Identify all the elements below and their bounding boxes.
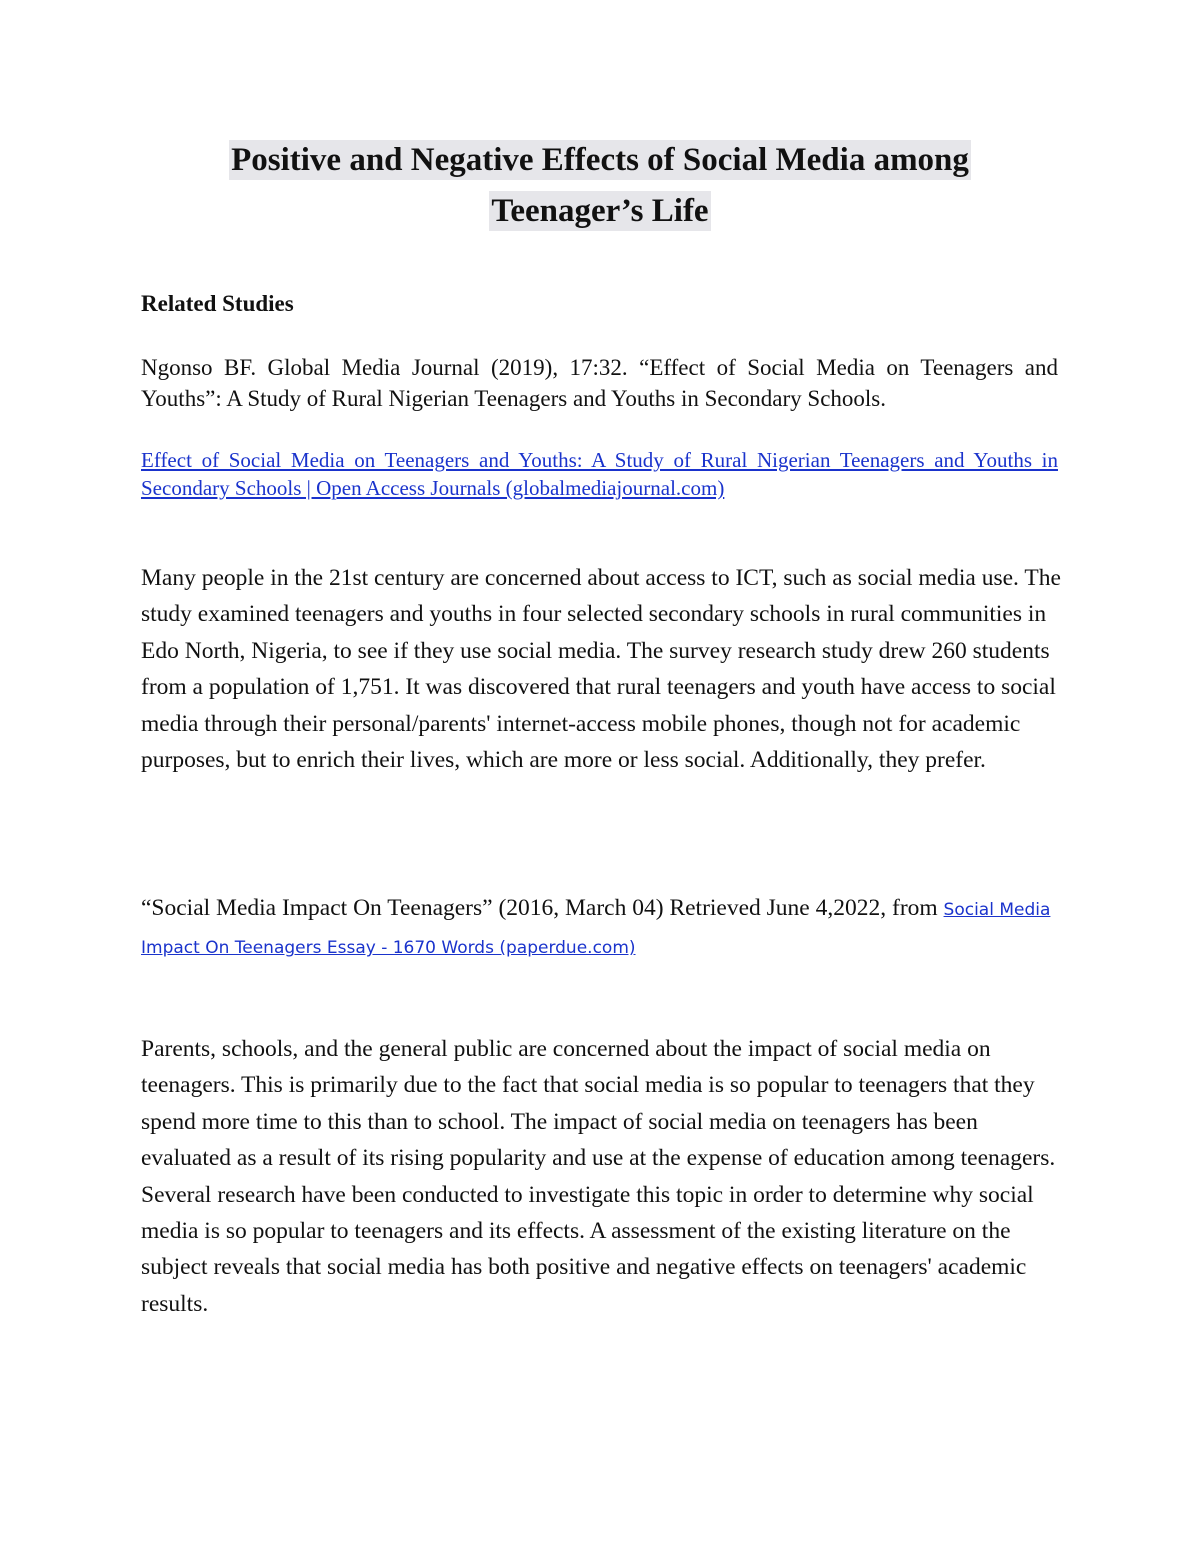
citation-1-link-block	[141, 446, 1058, 502]
citation-1-link[interactable]: Effect of Social Media on Teenagers and Youths: A Study of Rural Nigerian Teenagers and Youths in Secondary Schools | Open Access Journals (globalmediajournal.com)	[141, 448, 1058, 500]
title-line-1: Positive and Negative Effects of Social Media among	[231, 142, 969, 178]
section-heading: Related Studies	[141, 291, 294, 316]
document-title	[0, 140, 1200, 231]
paragraph-2: Parents, schools, and the general public are concerned about the impact of social media on teenagers. This is primarily due to the fact that social media is so popular to teenagers that they spend more time to this than to school. The impact of social media on teenagers has been evaluated as a result of its rising popularity and use at the expense of education among teenagers. Several research have been conducted to investigate this topic in order to determine why social media is so popular to teenagers and its effects. A assessment of the existing literature on the subject reveals that social media has both positive and negative effects on teenagers' academic results.	[141, 1036, 1056, 1317]
citation-2-link[interactable]: Social Media Impact On Teenagers Essay - 1670 Words (paperdue.com)	[141, 900, 1051, 959]
paragraph-1: Many people in the 21st century are concerned about access to ICT, such as social media use. The study examined teenagers and youths in four selected secondary schools in rural communities in Edo North, Nigeria, to see if they use social media. The survey research study drew 260 students from a population of 1,751. It was discovered that rural teenagers and youth have access to social media through their personal/parents' internet-access mobile phones, though not for academic purposes, but to enrich their lives, which are more or less social. Additionally, they prefer.	[141, 565, 1061, 774]
citation-2-text: “Social Media Impact On Teenagers” (2016, March 04) Retrieved June 4,2022, from	[141, 895, 938, 921]
citation-1-text: Ngonso BF. Global Media Journal (2019), 17:32. “Effect of Social Media on Teenagers and Youths”: A Study of Rural Nigerian Teenagers and Youths in Secondary Schools.	[141, 355, 1058, 411]
title-line-2: Teenager’s Life	[491, 193, 709, 229]
citation-2	[141, 890, 1071, 967]
